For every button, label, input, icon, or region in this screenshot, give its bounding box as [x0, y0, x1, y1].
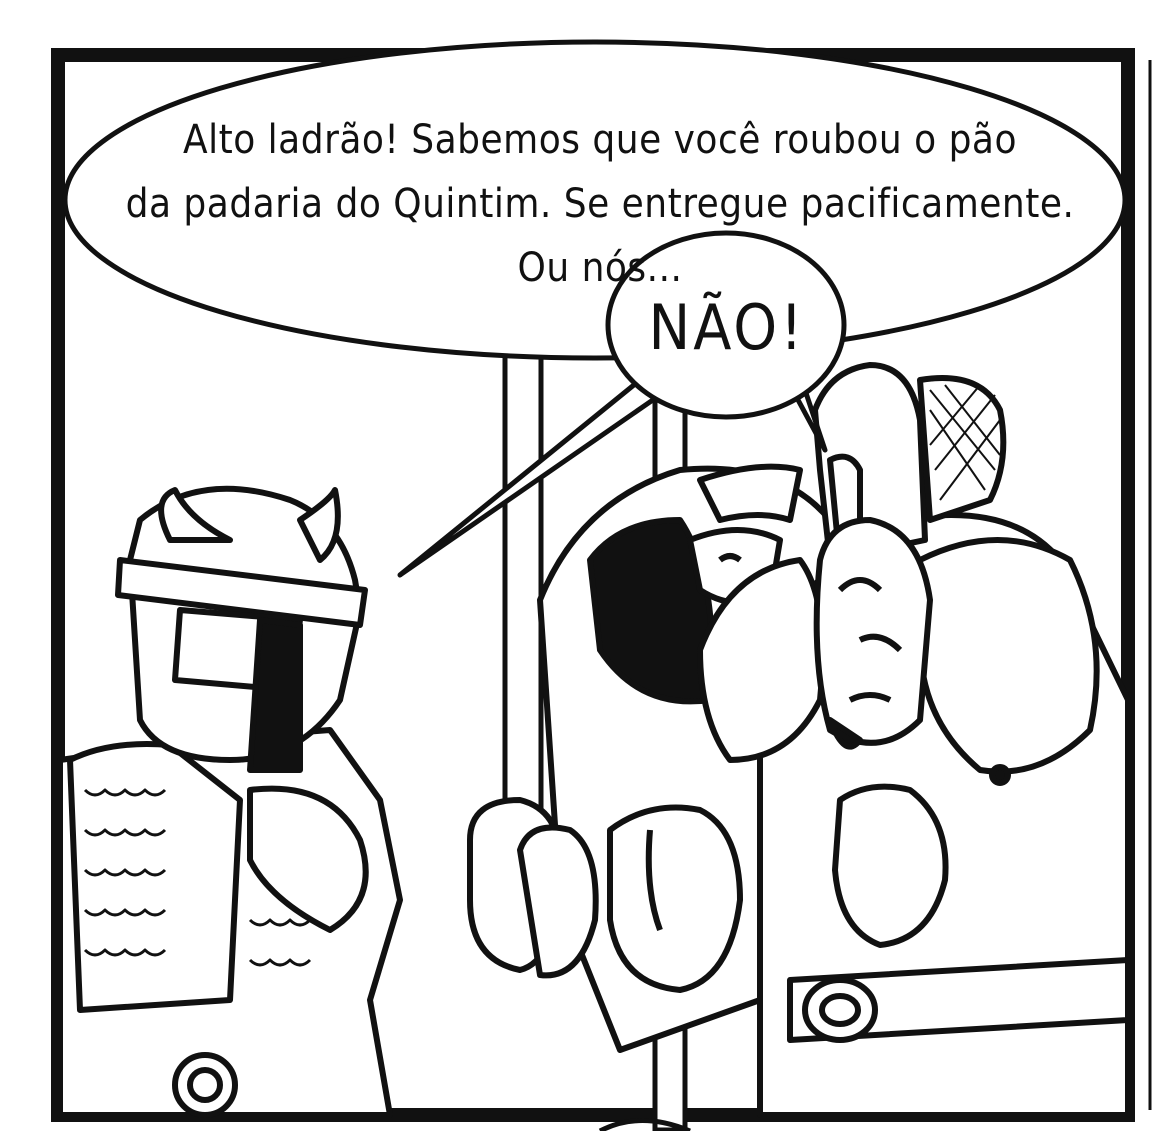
interrupt-speech-text: NÃO! [648, 291, 806, 364]
left-knight [60, 489, 400, 1115]
main-speech-text [100, 108, 1100, 300]
speech-line-1: Alto ladrão! Sabemos que você roubou o pão [183, 117, 1017, 163]
speech-line-3: Ou nós... [517, 245, 683, 291]
speech-line-2: da padaria do Quintim. Se entregue pacificamente. [125, 181, 1075, 227]
